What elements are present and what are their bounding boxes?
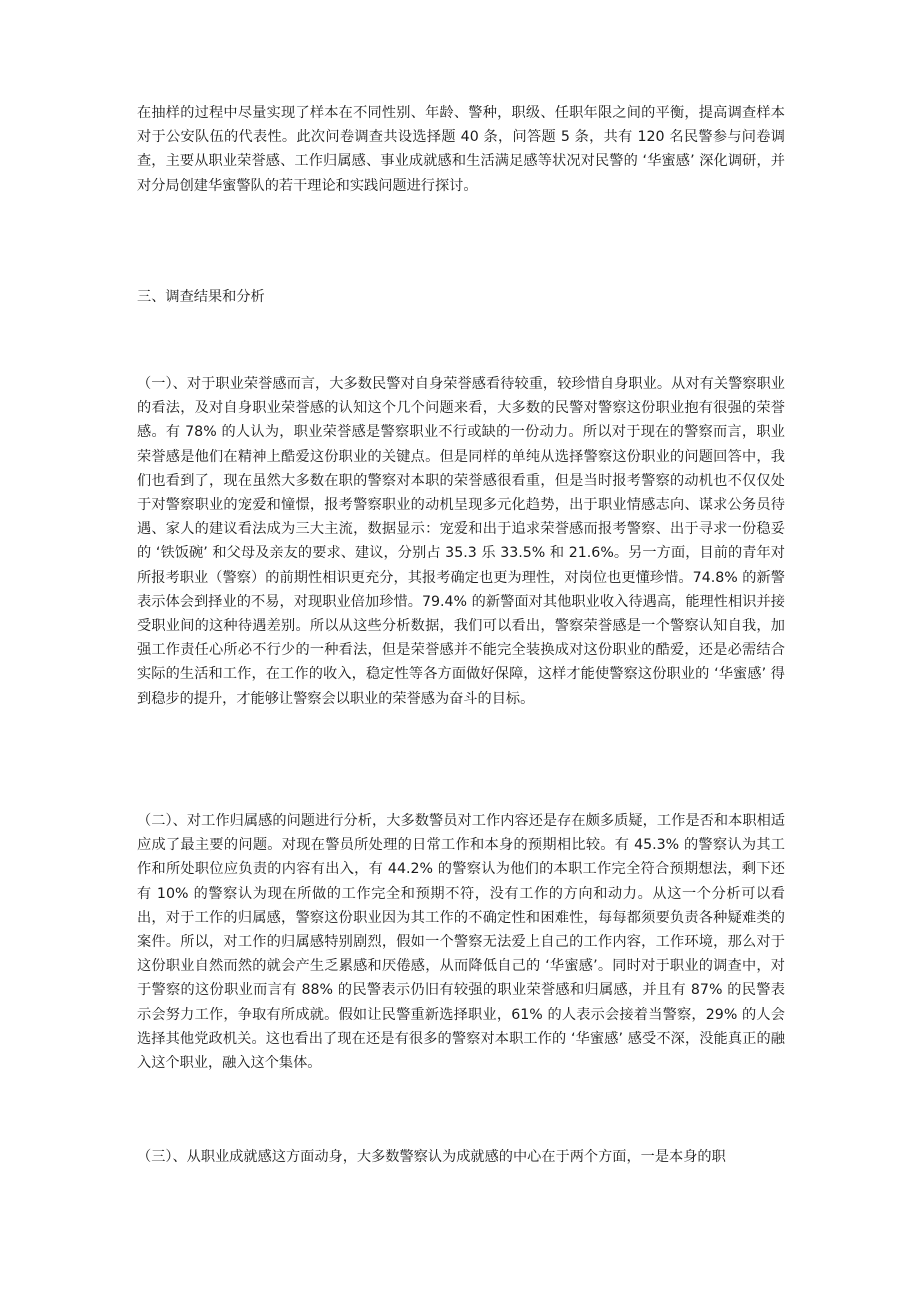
section-heading-results: 三、调查结果和分析 <box>137 289 265 305</box>
paragraph-honor: （一）、对于职业荣誉感而言，大多数民警对自身荣誉感看待较重，较珍惜自身职业。从对有关警察职业的看法，及对自身职业荣誉感的认知这个几个问题来看，大多数的民警对警察这份职业抱有很强的荣誉感。有 78% 的人认为，职业荣誉感是警察职业不行或缺的一份动力。所以对于现在的警察而言，职业荣誉感是他们在精神上酷爱这份职业的关键点。但是同样的单纯从选择警察这份职业的问题回答中，我们也看到了，现在虽然大多数在职的警察对本职的荣誉感很看重，但是当时报考警察的动机也不仅仅处于对警察职业的宠爱和憧憬，报考警察职业的动机呈现多元化趋势，出于职业情感志向、谋求公务员待遇、家人的建议看法成为三大主流，数据显示：宠爱和出于追求荣誉感而报考警察、出于寻求一份稳妥的 ‘铁饭碗’ 和父母及亲友的要求、建议，分别占 35.3 乐 33.5% 和 21.6%。另一方面，目前的青年对所报考职业（警察）的前期性相识更充分，其报考确定也更为理性，对岗位也更懂珍惜。74.8% 的新警表示体会到择业的不易，对现职业倍加珍惜。79.4% 的新警面对其他职业收入待遇高，能理性相识并接受职业间的这种待遇差别。所以从这些分析数据，我们可以看出，警察荣誉感是一个警察认知自我，加强工作责任心所必不行少的一种看法，但是荣誉感并不能完全装换成对这份职业的酷爱，还是必需结合实际的生活和工作，在工作的收入，稳定性等各方面做好保障，这样才能使警察这份职业的 ‘华蜜感’ 得到稳步的提升，才能够让警察会以职业的荣誉感为奋斗的目标。 <box>137 376 785 707</box>
paragraph-sampling: 在抽样的过程中尽量实现了样本在不同性别、年龄、警种，职级、任职年限之间的平衡，提高调查样本对于公安队伍的代表性。此次问卷调查共设选择题 40 条，问答题 5 条，共有 120 名民警参与问卷调查，主要从职业荣誉感、工作归属感、事业成就感和生活满足感等状况对民警的 ‘华蜜感’ 深化调研，并对分局创建华蜜警队的若干理论和实践问题进行探讨。 <box>137 105 785 194</box>
paragraph-achievement: （三）、从职业成就感这方面动身，大多数警察认为成就感的中心在于两个方面，一是本身的职 <box>137 1149 726 1165</box>
paragraph-belonging: （二）、对工作归属感的问题进行分析，大多数警员对工作内容还是存在颇多质疑，工作是否和本职相适应成了最主要的问题。对现在警员所处理的日常工作和本身的预期相比较。有 45.3% 的警察认为其工作和所处职位应负责的内容有出入，有 44.2% 的警察认为他们的本职工作完全符合预期想法，剩下还有 10% 的警察认为现在所做的工作完全和预期不符，没有工作的方向和动力。从这一个分析可以看出，对于工作的归属感，警察这份职业因为其工作的不确定性和困难性，每每都须要负责各种疑难类的案件。所以，对工作的归属感特别剧烈，假如一个警察无法爱上自己的工作内容，工作环境，那么对于这份职业自然而然的就会产生乏累感和厌倦感，从而降低自己的 ‘华蜜感’。同时对于职业的调查中，对于警察的这份职业而言有 88% 的民警表示仍旧有较强的职业荣誉感和归属感，并且有 87% 的民警表示会努力工作，争取有所成就。假如让民警重新选择职业，61% 的人表示会接着当警察，29% 的人会选择其他党政机关。这也看出了现在还是有很多的警察对本职工作的 ‘华蜜感’ 感受不深，没能真正的融入这个职业，融入这个集体。 <box>137 813 785 1072</box>
